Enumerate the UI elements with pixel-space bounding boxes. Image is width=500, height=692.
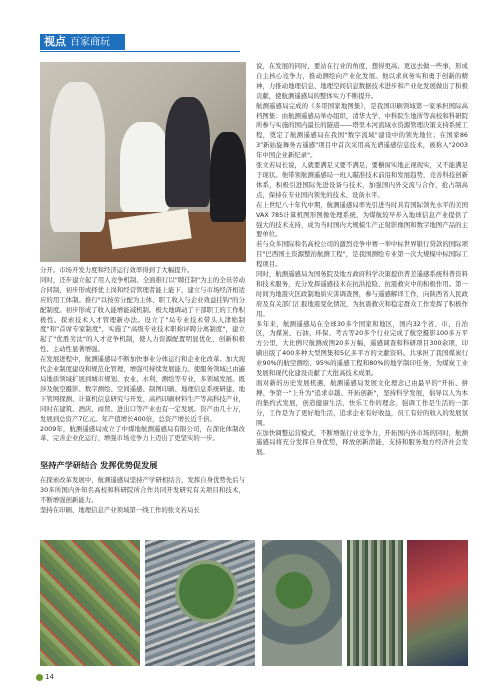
- left-column-bottom-text: 在探索改革发展中，航测遥感局坚持产学研相结合，发挥自身优势先后与30多所国内外知名高校和科研院所合作共同开发研究有关项目和技术，不断增强创新能力。 坚持在印刷、地理信息产业领域第一线工作的张文若局长: [40, 476, 245, 514]
- photo-person-far-right: [210, 132, 246, 222]
- section-header: [40, 34, 125, 50]
- photo-person-center: [120, 122, 170, 212]
- satellite-image-city-grid: [347, 540, 403, 666]
- satellite-image-false-color: [407, 540, 468, 666]
- photo-person-right: [165, 97, 210, 207]
- section-title: 视点: [44, 35, 66, 48]
- satellite-image-urban: [145, 540, 255, 666]
- satellite-image-farmland: [40, 540, 140, 666]
- header-divider: [40, 51, 240, 52]
- page-number-value: 14: [45, 673, 54, 681]
- page-number-dot: [36, 674, 43, 681]
- satellite-image-terrain: [262, 540, 342, 666]
- meeting-photo: [40, 62, 246, 262]
- satellite-image-stadium: [175, 560, 238, 623]
- right-column-text: 说，在发展的同时，要站在行业的角度，想得更高、更远去做一些事，形成自主核心竞争力，推动测绘向产业化发展。他以求真务实和勇于创新的精神，力推动地理信息、地理空间信息数据技术进步和产业化发展做出了积极贡献，使航测遥感局的整体实力不断提升。 航测遥感局完成的《多哥国家地图集》，是我国印刷领域第一家承担国际高档图集：由航测遥感局举办组织，清华大学、中科院生地所等高校和科研院所参与实施的国内最长的隧道——塔里木河流域水资源管理决策支持系统工程，奠定了航测遥感局在我国"数字流域"建设中的领先地位；在国家863"新始旋舞务古遥感"项目中首次采用高光谱遥感信息技术，被称入"2003年中国企业新纪录"。 张文若局长说，人就要满足又要不满足，要橱窗实地正视现实，又不能满足于现状。他带领航测遥感局一班人瞄准技术前沿和发展趋势，竞善科技创新体系，积极引进国际先进设备与技术，加强国内外交流与合作，抢占制高点，保持在专业国内领先的技术、设备水平。 在上世纪八十年代中期，航测遥感局率先引进当时具有国际领先水平的美国VAX 785计算机图形图像处理系统，为煤航较早步入地球信息产业提供了强大的技术支持，成为当时国内大规模生产正射影像图和数字地图产品的主要单位。 若与众多国际和名高校公司的激烈竞争中赛一举中标世界银行贷款的国际项目"巴西国土资源整治航测工程"，是我国测绘专业第一次大规模中标国际工程项目。 同时，航测遥感局为国务院及地方政府科学决策提供普差遥感系统科普资料和技术服务，充分发挥遥感技术在抗洪抢险、抗震救灾中的积极作用。第一时间为地震灾区政制地质灾害调查图，参与遥感解译工作，向陕西省人民政府及有关部门汇报地震变化情况，为抗震救灾和稳定群众工作发挥了积极作用。 多年来，航测遥感局在全球30多个国家和地区，国内32个省、市、自治区，为煤炭、石油、环保、考古等20多个行业完成了航空摄影100多万平方公里，大比例尺航测成图20多万幅，遥感调查和科研项目300余项，印刷出版了400多种大型图集和5亿多平方的文献资料。共承担了我国煤炭行业90%的航空测绘、95%的遥感工程和80%的地学制印任务，为煤炭工业发展和现代化建设贡献了大批高技术成果。 面对新的历史发展机遇，航测遥感局发展文化理念已由最早的"开拓、拼搏、争第一"上升为"追求卓越、开拓创新"，坚持科学发展，倡导以人为本的集约式发展，创造健康生活，快乐工作的理念，强调工作是生活的一部分，工作是为了更好地生活，追求企业有好收益，员工有好的收入的发展氛围。 在加快调整运营模式，不断增强行业竞争力，开拓国内外市场的同时，航测遥感局将充分发挥自身优势，释放创新潜能，支持和服务地方经济社会发展。: [256, 62, 468, 457]
- page-number: [36, 673, 54, 681]
- photo-person-left: [50, 82, 105, 232]
- column-title: 百家商玩: [70, 37, 110, 48]
- section-heading: 坚持产学研结合 发挥优势促发展: [40, 460, 158, 470]
- left-column-top-text: 分开。市场开发力度和经济运行效率得到了大幅提升。 同时，还步建立起了用人竞争机制。全面推行以"聘任制"为主的全员劳动合同制，初步形成择优上岗和经营管理者能上能下，建立与市场经济相适应的用工体制。推行"以按劳分配为主体、职工收入与企业效益挂钩"的分配制度。初步形成了收入能增能减机制。极大地调动了干部职工的工作积极性。探索技术人才管理新办法。设立了"局专业技术带头人津贴制度"和"首席专家制度"，实施了"高级专业技术职称评聘分离制度"，建立起了"优胜劣汰"的人才竞争机制，使人力资源配置明显优化，创新积极性、主动性显著增强。 在发展进程中，航测遥感局不断加快事业分体运行和企业化改革。加大现代企业制度建设和规范化管理，增强可持续发展能力。使服务领域已由遍局地质领域扩展到城市规划、农业、水利、测绘等专业，多领域发展。既涉及航空摄影、数字测绘、空间遥感、制图印刷、地理信息系统研建、地下管网探测、计算机信息研究与开发、高档印刷材料生产等高科技产业，同时在建筑、酒店、商贸、进出口等产业也有一定发展。资产由几十万，发展到总资产7亿元。年产值增长400倍，总资产增长近千倍。 2009年，航测遥感局成立了中煤地航测遥感局有限公司，在深化体制改革、完善企业化运行、增强市场竞争力上迈出了更坚实的一步。: [40, 266, 245, 443]
